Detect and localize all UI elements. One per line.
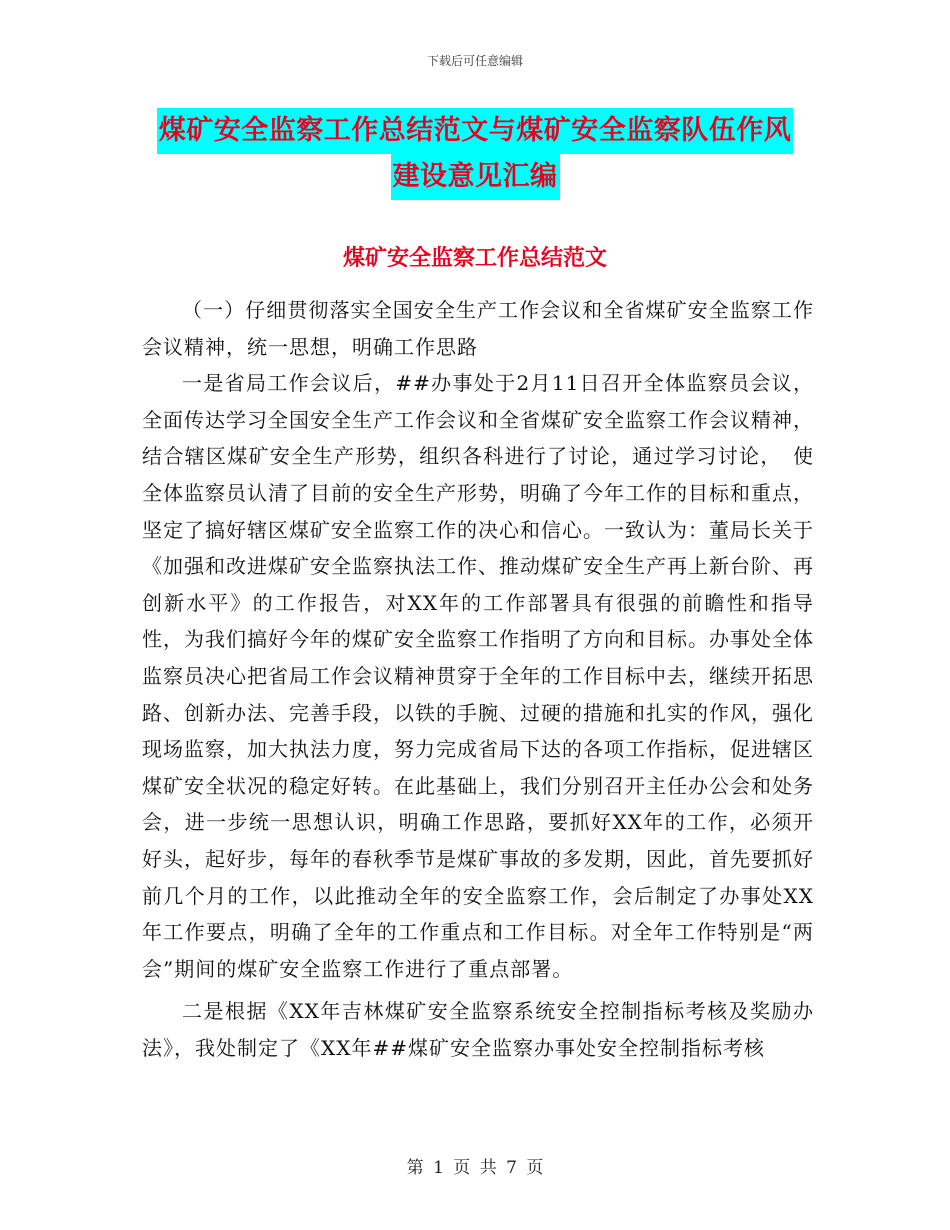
- title-line-1: 煤矿安全监察工作总结范文与煤矿安全监察队伍作风: [157, 108, 794, 154]
- paragraph: （一）仔细贯彻落实全国安全生产工作会议和全省煤矿安全监察工作会议精神，统一思想，明确工作思路: [142, 298, 814, 359]
- page-footer: 第 1 页 共 7 页: [406, 1158, 544, 1178]
- document-title: [0, 108, 950, 200]
- title-line-2: 建设意见汇编: [391, 154, 560, 200]
- document-body: [142, 292, 814, 1066]
- page-header: 下载后可任意编辑: [426, 54, 523, 68]
- section-title: 煤矿安全监察工作总结范文: [342, 245, 607, 271]
- paragraph: 二是根据《XX年吉林煤矿安全监察系统安全控制指标考核及奖励办法》，我处制定了《XX年##煤矿安全监察办事处安全控制指标考核: [142, 999, 814, 1060]
- paragraph: 一是省局工作会议后，##办事处于2月11日召开全体监察员会议，全面传达学习全国安全生产工作会议和全省煤矿安全监察工作会议精神，结合辖区煤矿安全生产形势，组织各科进行了讨论，通过学习讨论， 使全体监察员认清了目前的安全生产形势，明确了今年工作的目标和重点，坚定了搞好辖区煤矿安全监察工作的决心和信心。一致认为：董局长关于《加强和改进煤矿安全监察执法工作、推动煤矿安全生产再上新台阶、再创新水平》的工作报告，对XX年的工作部署具有很强的前瞻性和指导性，为我们搞好今年的煤矿安全监察工作指明了方向和目标。办事处全体监察员决心把省局工作会议精神贯穿于全年的工作目标中去，继续开拓思路、创新办法、完善手段，以铁的手腕、过硬的措施和扎实的作风，强化现场监察，加大执法力度，努力完成省局下达的各项工作指标，促进辖区煤矿安全状况的稳定好转。在此基础上，我们分别召开主任办公会和处务会，进一步统一思想认识，明确工作思路，要抓好XX年的工作，必须开好头，起好步，每年的春秋季节是煤矿事故的多发期，因此，首先要抓好前几个月的工作，以此推动全年的安全监察工作，会后制定了办事处XX年工作要点，明确了全年的工作重点和工作目标。对全年工作特别是“两会”期间的煤矿安全监察工作进行了重点部署。: [142, 371, 814, 981]
